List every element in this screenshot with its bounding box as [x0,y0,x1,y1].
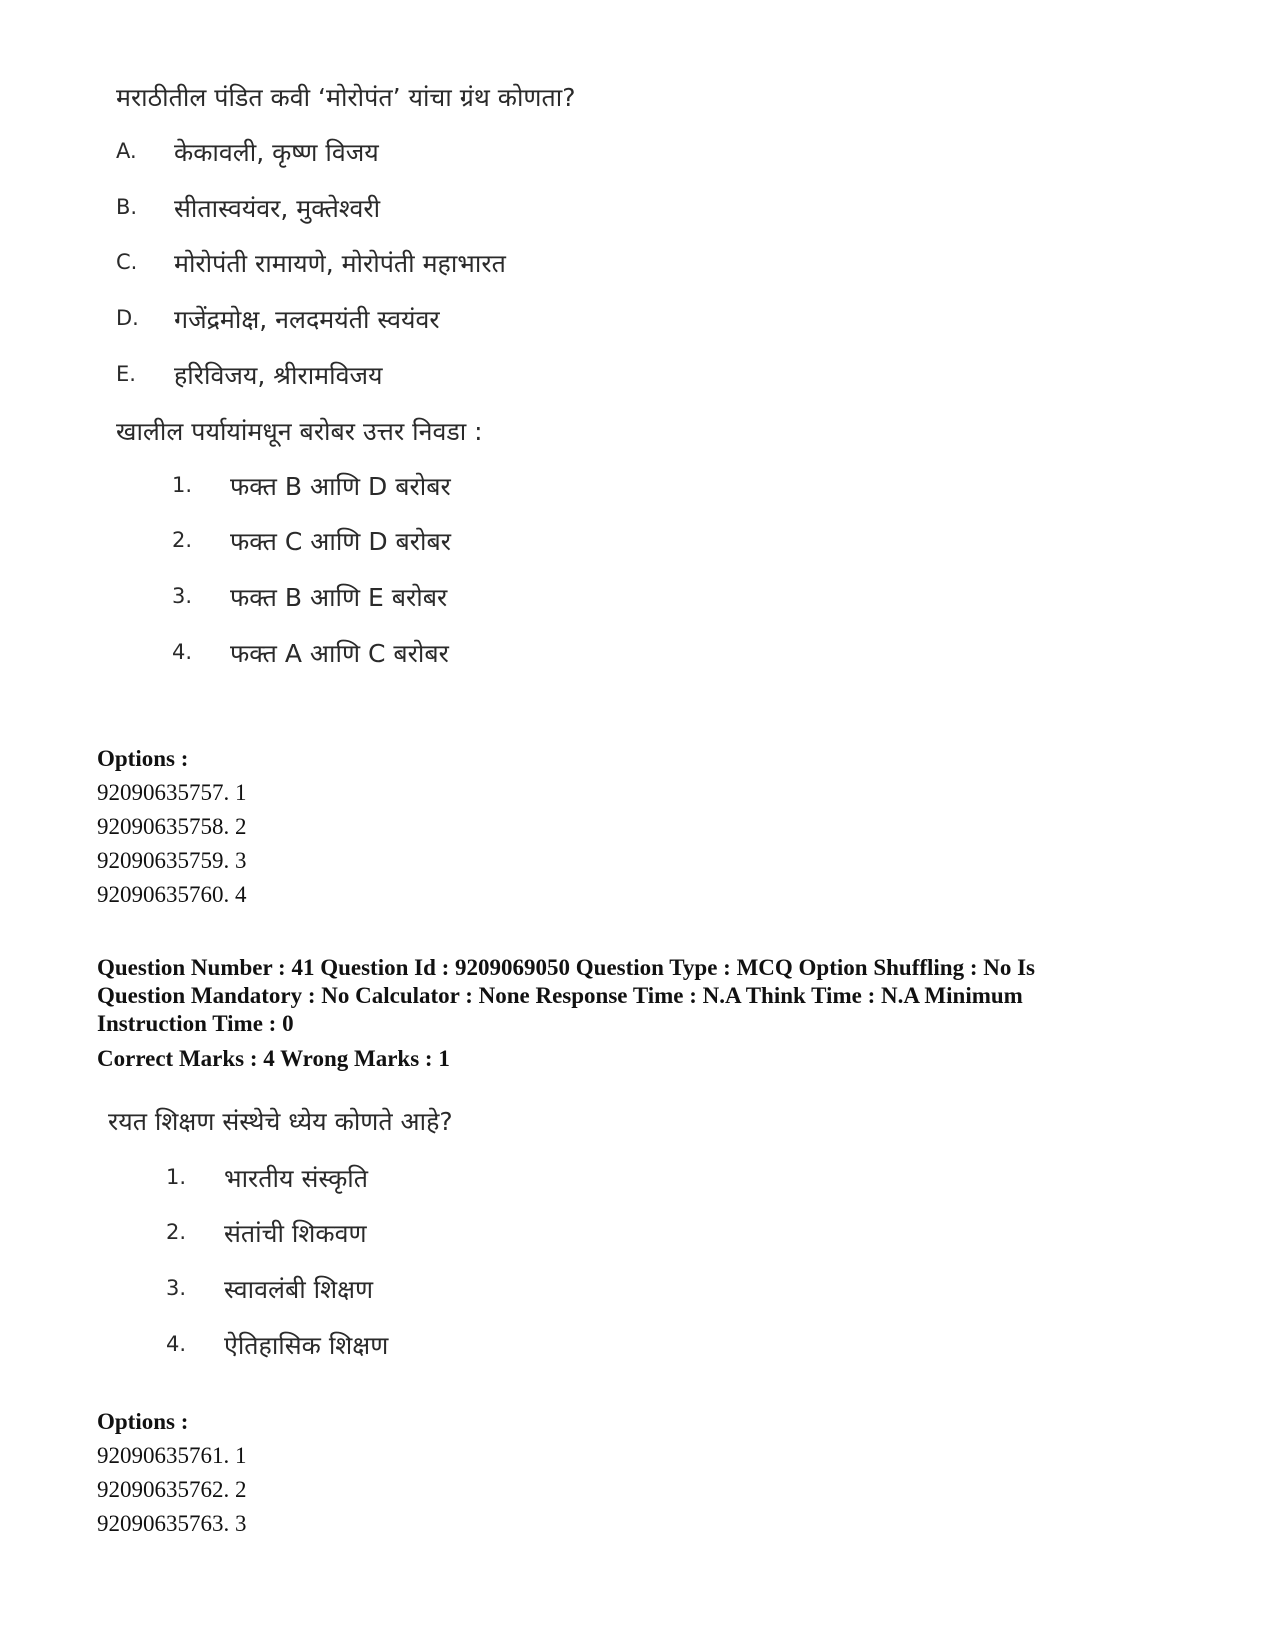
meta-line: Question Mandatory : No Calculator : None Response Time : N.A Think Time : N.A Minimum [97,983,1023,1008]
marks-line: Correct Marks : 4 Wrong Marks : 1 [97,1046,450,1071]
instruction-text: खालील पर्यायांमधून बरोबर उत्तर निवडा : [116,417,483,446]
statement-label: A. [116,139,137,163]
statement-text: सीतास्वयंवर, मुक्तेश्वरी [174,194,381,223]
option-item: 92090635761. 1 [97,1443,247,1468]
meta-line: Instruction Time : 0 [97,1011,294,1036]
statement-text: गजेंद्रमोक्ष, नलदमयंती स्वयंवर [174,305,440,334]
choice-text: स्वावलंबी शिक्षण [224,1275,374,1304]
choice-label: 4. [166,1332,187,1356]
question-text: मराठीतील पंडित कवी ‘मोरोपंत’ यांचा ग्रंथ कोणता? [116,83,576,112]
question-meta [97,954,1197,1038]
choice-label: 4. [172,640,193,664]
options-list [97,742,247,912]
choice-text: फक्त B आणि D बरोबर [230,472,451,501]
option-item: 92090635757. 1 [97,780,247,805]
statement-label: D. [116,306,139,330]
choice-label: 1. [166,1165,187,1189]
option-item: 92090635759. 3 [97,848,247,873]
choice-text: फक्त A आणि C बरोबर [230,639,449,668]
options-heading: Options : [97,1409,189,1434]
statement-text: केकावली, कृष्ण विजय [174,138,379,167]
choice-text: फक्त C आणि D बरोबर [230,527,451,556]
statement-text: मोरोपंती रामायणे, मोरोपंती महाभारत [174,249,506,278]
choice-text: ऐतिहासिक शिक्षण [224,1331,389,1360]
options-heading: Options : [97,746,189,771]
choice-label: 1. [172,473,193,497]
option-item: 92090635762. 2 [97,1477,247,1502]
options-list [97,1405,247,1541]
option-item: 92090635758. 2 [97,814,247,839]
statement-label: C. [116,250,138,274]
option-item: 92090635763. 3 [97,1511,247,1536]
choice-label: 3. [166,1276,187,1300]
statement-label: E. [116,362,136,386]
choice-text: भारतीय संस्कृति [224,1164,368,1193]
option-item: 92090635760. 4 [97,882,247,907]
meta-line: Question Number : 41 Question Id : 9209069050 Question Type : MCQ Option Shuffling : No Is [97,955,1036,980]
statement-text: हरिविजय, श्रीरामविजय [174,361,383,390]
choice-label: 2. [166,1220,187,1244]
statement-label: B. [116,195,138,219]
choice-label: 2. [172,528,193,552]
question-text: रयत शिक्षण संस्थेचे ध्येय कोणते आहे? [108,1107,453,1136]
choice-label: 3. [172,584,193,608]
choice-text: फक्त B आणि E बरोबर [230,583,448,612]
choice-text: संतांची शिकवण [224,1219,367,1248]
